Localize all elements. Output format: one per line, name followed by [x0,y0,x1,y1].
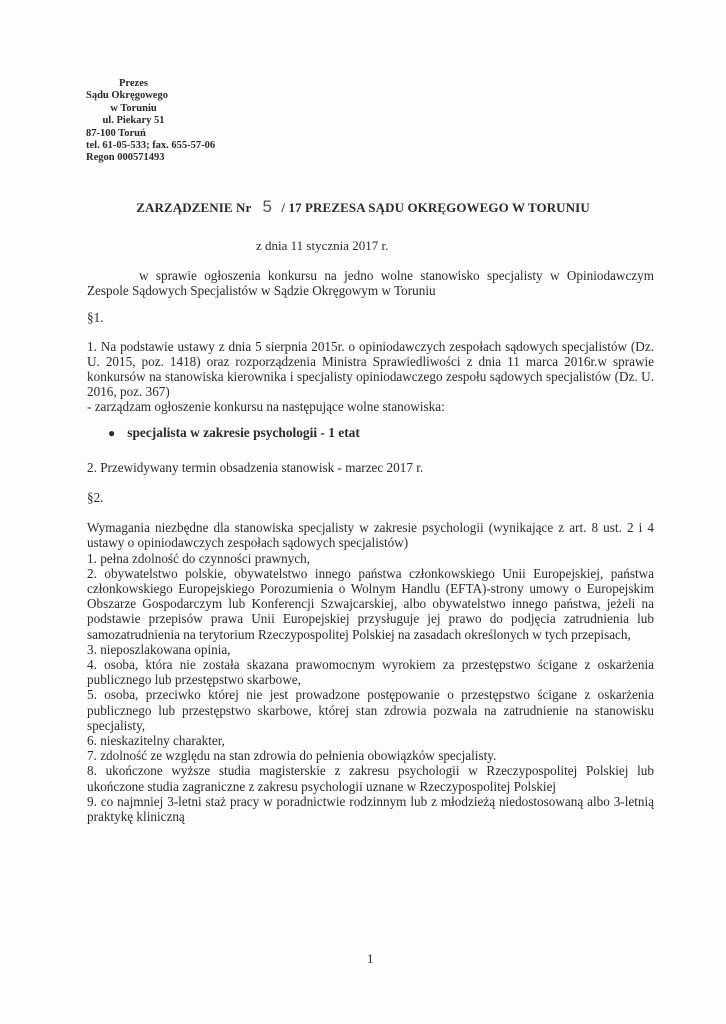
bullet-icon: ● [108,425,116,440]
sender-line: ul. Piekary 51 [102,115,165,127]
section-1-paragraph-2: 2. Przewidywany termin obsadzenia stanowisk - marzec 2017 r. [87,459,424,475]
sender-line: tel. 61-05-533; fax. 655-57-06 [86,140,216,152]
list-item: 6. nieskazitelny charakter, [87,733,225,749]
section-1-heading: §1. [87,310,104,326]
sender-line: Sądu Okręgowego [86,90,168,102]
sender-block [86,78,256,165]
sender-line: Regon 000571493 [86,152,165,164]
list-item: 8. ukończone wyższe studia magisterskie z zakresu psychologii w Rzeczypospolitej Polskiej lub ukończone studia zagraniczne z zakresu psychologii uznane w Rzeczypospolitej Polskiej [87,763,654,794]
requirements-list [87,551,654,825]
section-2-heading: §2. [87,490,104,506]
list-item: 4. osoba, która nie została skazana prawomocnym wyrokiem za przestępstwo ścigane z oskarżenia publicznego lub przestępstwo skarbowe, [87,657,654,688]
document-title [0,197,726,217]
list-item: 9. co najmniej 3-letni staż pracy w poradnictwie rodzinnym lub z młodzieżą niedostosowaną albo 3-letnią praktykę kliniczną [87,793,654,825]
title-number: 5 [262,197,273,216]
sender-line: 87-100 Toruń [86,127,146,139]
bullet-item [108,425,654,441]
title-suffix: / 17 PREZESA SĄDU OKRĘGOWEGO W TORUNIU [281,200,590,215]
section-2-intro: Wymagania niezbędne dla stanowiska specjalisty w zakresie psychologii (wynikające z art. 8 ust. 2 i 4 ustawy o opiniodawczych zespołach sądowych specjalistów) [87,520,654,551]
bullet-text: specjalista w zakresie psychologii - 1 etat [127,424,360,440]
list-item: 5. osoba, przeciwko której nie jest prowadzone postępowanie o przestępstwo ścigane z oskarżenia publicznego lub przestępstwo skarbowe, której stan zdrowia pozwala na zatrudnienie na stanowisku specjalisty, [87,687,654,733]
list-item: 3. nieposzlakowana opinia, [87,641,231,657]
list-item: 2. obywatelstwo polskie, obywatelstwo innego państwa członkowskiego Unii Europejskiej, państwa członkowskiego Europejskiego Porozumienia o Wolnym Handlu (EFTA)-strony umowy o Europejskim Obszarze Gospodarczym lub Konferencji Szwajcarskiej, albo obywatelstwo innego państwa, jeżeli na podstawie przepisów prawa Unii Europejskiej przysługuje jej prawo do podjęcia zatrudnienia lub samozatrudnienia na terytorium Rzeczypospolitej Polskiej na zasadach określonych w tych przepisach, [87,565,654,642]
document-body [87,268,654,824]
page-number: 1 [367,951,374,966]
section-1-paragraph-1: 1. Na podstawie ustawy z dnia 5 sierpnia 2015r. o opiniodawczych zespołach sądowych specjalistów (Dz. U. 2015, poz. 1418) oraz rozporządzenia Ministra Sprawiedliwości z dnia 11 marca 2016r.w sprawie konkursów na stanowiska kierownika i specjalisty opiniodawczego zespołu sądowych specjalistów (Dz. U. 2016, poz. 367) [87,338,654,400]
subject-paragraph: w sprawie ogłoszenia konkursu na jedno wolne stanowisko specjalisty w Opiniodawczym Zespole Sądowych Specjalistów w Sądzie Okręgowym w Toruniu [87,268,654,299]
list-item: 1. pełna zdolność do czynności prawnych, [87,550,311,566]
sender-line: Prezes [119,78,148,89]
section-1-paragraph-1-cont: - zarządzam ogłoszenie konkursu na następujące wolne stanowiska: [87,399,445,415]
list-item: 7. zdolność ze względu na stan zdrowia do pełnienia obowiązków specjalisty. [87,748,497,764]
title-prefix: ZARZĄDZENIE Nr [136,200,252,215]
document-date: z dnia 11 stycznia 2017 r. [256,238,389,253]
sender-line: w Toruniu [110,102,157,114]
